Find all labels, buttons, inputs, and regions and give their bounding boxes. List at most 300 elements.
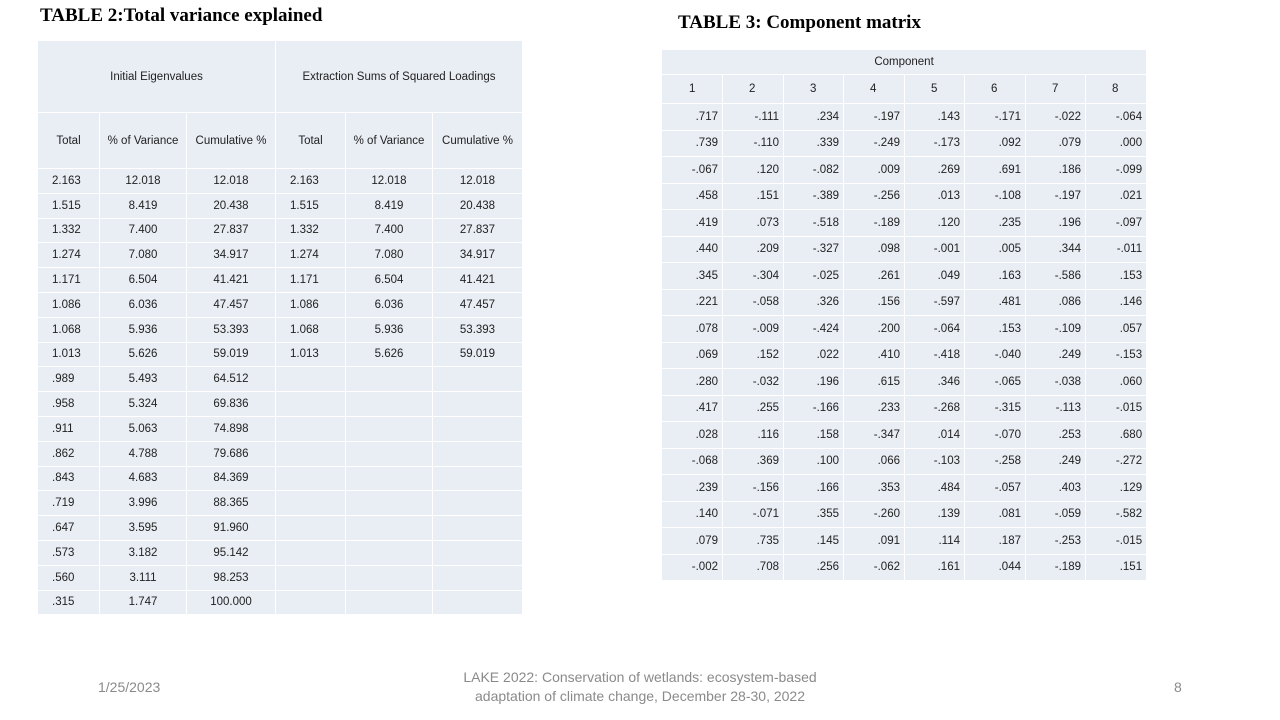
table-cell: 1.515 — [38, 193, 100, 218]
empty-cell — [276, 516, 346, 541]
table-cell: 74.898 — [187, 416, 276, 441]
table-cell: 79.686 — [187, 441, 276, 466]
table-cell: .326 — [784, 289, 844, 316]
table-cell: .647 — [38, 516, 100, 541]
column-header: 4 — [844, 75, 905, 104]
table-cell: .066 — [844, 448, 905, 475]
table-row — [38, 516, 523, 541]
table-cell: 1.274 — [276, 243, 346, 268]
table-cell: .116 — [723, 422, 784, 449]
table-cell: 8.419 — [346, 193, 433, 218]
column-header: 6 — [965, 75, 1026, 104]
table-cell: .114 — [905, 528, 965, 555]
table-cell: 5.493 — [100, 367, 187, 392]
table-row — [662, 369, 1147, 396]
table-cell: .249 — [1026, 448, 1086, 475]
component-header: Component — [662, 50, 1147, 75]
empty-cell — [346, 565, 433, 590]
table-row — [662, 183, 1147, 210]
table-cell: -.038 — [1026, 369, 1086, 396]
table-cell: -.582 — [1086, 501, 1147, 528]
table-cell: 59.019 — [433, 342, 523, 367]
table-cell: 20.438 — [187, 193, 276, 218]
table-cell: .022 — [784, 342, 844, 369]
table-cell: .440 — [662, 236, 723, 263]
table-cell: .139 — [905, 501, 965, 528]
slide-number: 8 — [1174, 679, 1182, 695]
table-cell: .989 — [38, 367, 100, 392]
table-cell: .158 — [784, 422, 844, 449]
table-cell: .739 — [662, 130, 723, 157]
table-row — [38, 367, 523, 392]
table-cell: -.418 — [905, 342, 965, 369]
table-cell: 5.063 — [100, 416, 187, 441]
empty-cell — [433, 416, 523, 441]
table-cell: .120 — [905, 210, 965, 237]
table-cell: 6.504 — [100, 268, 187, 293]
table-cell: .140 — [662, 501, 723, 528]
table-cell: -.082 — [784, 157, 844, 184]
table-cell: .209 — [723, 236, 784, 263]
table-cell: -.059 — [1026, 501, 1086, 528]
footer-date: 1/25/2023 — [98, 679, 161, 695]
table-cell: 1.013 — [276, 342, 346, 367]
table-cell: -.389 — [784, 183, 844, 210]
table-cell: 7.400 — [346, 218, 433, 243]
table-cell: .843 — [38, 466, 100, 491]
table-cell: 64.512 — [187, 367, 276, 392]
extraction-sums-header: Extraction Sums of Squared Loadings — [276, 41, 523, 113]
table-cell: .187 — [965, 528, 1026, 555]
table-cell: -.327 — [784, 236, 844, 263]
column-header: 5 — [905, 75, 965, 104]
table-cell: 4.683 — [100, 466, 187, 491]
footer-caption — [440, 668, 840, 706]
table-row — [38, 317, 523, 342]
table-cell: .344 — [1026, 236, 1086, 263]
table-row — [662, 157, 1147, 184]
table-cell: -.597 — [905, 289, 965, 316]
table-row — [662, 501, 1147, 528]
table-cell: -.070 — [965, 422, 1026, 449]
table-cell: .458 — [662, 183, 723, 210]
table-cell: 41.421 — [187, 268, 276, 293]
table-cell: .615 — [844, 369, 905, 396]
column-header: 2 — [723, 75, 784, 104]
table-cell: -.197 — [844, 104, 905, 131]
table-cell: -.068 — [662, 448, 723, 475]
table-cell: -.256 — [844, 183, 905, 210]
table-row — [38, 590, 523, 615]
empty-cell — [276, 590, 346, 615]
table-cell: -.272 — [1086, 448, 1147, 475]
empty-cell — [276, 367, 346, 392]
table-cell: 1.332 — [276, 218, 346, 243]
table-cell: .098 — [844, 236, 905, 263]
table-cell: .057 — [1086, 316, 1147, 343]
table-cell: .153 — [965, 316, 1026, 343]
column-header: % of Variance — [346, 113, 433, 169]
table-cell: .091 — [844, 528, 905, 555]
table-cell: -.260 — [844, 501, 905, 528]
table-cell: .233 — [844, 395, 905, 422]
table-row — [38, 441, 523, 466]
column-header: % of Variance — [100, 113, 187, 169]
table-cell: 12.018 — [346, 169, 433, 194]
table-cell: -.111 — [723, 104, 784, 131]
table-row — [662, 104, 1147, 131]
table-cell: 3.182 — [100, 540, 187, 565]
table-cell: .280 — [662, 369, 723, 396]
empty-cell — [346, 466, 433, 491]
table-cell: -.071 — [723, 501, 784, 528]
table-cell: .060 — [1086, 369, 1147, 396]
table-cell: .196 — [1026, 210, 1086, 237]
column-header: Cumulative % — [433, 113, 523, 169]
table-cell: .153 — [1086, 263, 1147, 290]
table-cell: .078 — [662, 316, 723, 343]
table-row — [662, 448, 1147, 475]
empty-cell — [346, 367, 433, 392]
table-cell: -.189 — [844, 210, 905, 237]
empty-cell — [276, 540, 346, 565]
table-cell: .143 — [905, 104, 965, 131]
table-row — [662, 316, 1147, 343]
table-cell: .092 — [965, 130, 1026, 157]
table-row — [662, 210, 1147, 237]
empty-cell — [346, 416, 433, 441]
table-cell: -.268 — [905, 395, 965, 422]
table-cell: .013 — [905, 183, 965, 210]
table-cell: .249 — [1026, 342, 1086, 369]
empty-cell — [433, 466, 523, 491]
table-cell: 95.142 — [187, 540, 276, 565]
table-cell: .355 — [784, 501, 844, 528]
table-row — [38, 416, 523, 441]
footer-caption-line-2: adaptation of climate change, December 28-30, 2022 — [475, 688, 805, 704]
table-row — [38, 342, 523, 367]
table-row — [662, 554, 1147, 581]
table-cell: .151 — [1086, 554, 1147, 581]
table-cell: 98.253 — [187, 565, 276, 590]
table-cell: -.249 — [844, 130, 905, 157]
table-cell: .255 — [723, 395, 784, 422]
table-row — [38, 292, 523, 317]
table-cell: -.022 — [1026, 104, 1086, 131]
table-cell: .129 — [1086, 475, 1147, 502]
table-row — [662, 475, 1147, 502]
table-cell: 6.036 — [100, 292, 187, 317]
table-cell: .152 — [723, 342, 784, 369]
table-cell: 5.626 — [100, 342, 187, 367]
table-cell: .417 — [662, 395, 723, 422]
table-cell: -.009 — [723, 316, 784, 343]
empty-cell — [346, 516, 433, 541]
table-cell: -.189 — [1026, 554, 1086, 581]
table-cell: .005 — [965, 236, 1026, 263]
table-cell: -.058 — [723, 289, 784, 316]
table-cell: 1.332 — [38, 218, 100, 243]
table-row — [38, 218, 523, 243]
table-cell: .717 — [662, 104, 723, 131]
table-row — [662, 263, 1147, 290]
table-cell: .239 — [662, 475, 723, 502]
table-cell: .315 — [38, 590, 100, 615]
table-cell: 20.438 — [433, 193, 523, 218]
table-cell: .000 — [1086, 130, 1147, 157]
table-cell: -.032 — [723, 369, 784, 396]
table-cell: 7.080 — [346, 243, 433, 268]
table-cell: 3.595 — [100, 516, 187, 541]
table-row — [662, 395, 1147, 422]
table-cell: .353 — [844, 475, 905, 502]
table-cell: 5.936 — [346, 317, 433, 342]
table-cell: -.097 — [1086, 210, 1147, 237]
variance-table — [37, 40, 523, 615]
table-cell: -.347 — [844, 422, 905, 449]
footer-caption-line-1: LAKE 2022: Conservation of wetlands: ecosystem-based — [463, 669, 817, 685]
empty-cell — [433, 441, 523, 466]
table-cell: -.171 — [965, 104, 1026, 131]
empty-cell — [276, 392, 346, 417]
empty-cell — [276, 565, 346, 590]
table-cell: .573 — [38, 540, 100, 565]
table-cell: .079 — [662, 528, 723, 555]
empty-cell — [433, 590, 523, 615]
table-cell: 34.917 — [433, 243, 523, 268]
empty-cell — [276, 416, 346, 441]
table-cell: .419 — [662, 210, 723, 237]
table-cell: -.011 — [1086, 236, 1147, 263]
table-cell: .958 — [38, 392, 100, 417]
table-cell: .560 — [38, 565, 100, 590]
table-cell: .086 — [1026, 289, 1086, 316]
table-row — [662, 342, 1147, 369]
column-header: Total — [38, 113, 100, 169]
table-cell: -.304 — [723, 263, 784, 290]
table-cell: .221 — [662, 289, 723, 316]
table-row — [662, 528, 1147, 555]
table-cell: .156 — [844, 289, 905, 316]
table-cell: .680 — [1086, 422, 1147, 449]
table-cell: -.258 — [965, 448, 1026, 475]
table-cell: -.099 — [1086, 157, 1147, 184]
column-header: 3 — [784, 75, 844, 104]
table-cell: -.103 — [905, 448, 965, 475]
table-cell: 3.996 — [100, 491, 187, 516]
table-row — [662, 422, 1147, 449]
table-cell: .069 — [662, 342, 723, 369]
table3-title: TABLE 3: Component matrix — [678, 12, 921, 33]
table-cell: .163 — [965, 263, 1026, 290]
table-cell: 91.960 — [187, 516, 276, 541]
table-cell: -.253 — [1026, 528, 1086, 555]
table-cell: 47.457 — [187, 292, 276, 317]
table-cell: .021 — [1086, 183, 1147, 210]
column-header: Total — [276, 113, 346, 169]
table-cell: .862 — [38, 441, 100, 466]
table-cell: .484 — [905, 475, 965, 502]
table-cell: 3.111 — [100, 565, 187, 590]
table-cell: -.001 — [905, 236, 965, 263]
initial-eigenvalues-header: Initial Eigenvalues — [38, 41, 276, 113]
table-cell: 59.019 — [187, 342, 276, 367]
table-cell: -.113 — [1026, 395, 1086, 422]
empty-cell — [346, 441, 433, 466]
empty-cell — [346, 590, 433, 615]
empty-cell — [346, 491, 433, 516]
table-cell: 1.068 — [38, 317, 100, 342]
table-cell: .100 — [784, 448, 844, 475]
table-cell: 84.369 — [187, 466, 276, 491]
table-cell: .911 — [38, 416, 100, 441]
table-cell: -.197 — [1026, 183, 1086, 210]
table-cell: .235 — [965, 210, 1026, 237]
table-cell: -.040 — [965, 342, 1026, 369]
table-cell: 1.747 — [100, 590, 187, 615]
column-header: 7 — [1026, 75, 1086, 104]
table-cell: .345 — [662, 263, 723, 290]
table-cell: 6.504 — [346, 268, 433, 293]
table-cell: .369 — [723, 448, 784, 475]
table-cell: .166 — [784, 475, 844, 502]
table-row — [662, 289, 1147, 316]
table-cell: 47.457 — [433, 292, 523, 317]
table-cell: -.065 — [965, 369, 1026, 396]
table-cell: .196 — [784, 369, 844, 396]
empty-cell — [276, 441, 346, 466]
table-cell: .708 — [723, 554, 784, 581]
table-cell: 1.013 — [38, 342, 100, 367]
table-cell: .151 — [723, 183, 784, 210]
table-cell: -.064 — [905, 316, 965, 343]
table-cell: 7.080 — [100, 243, 187, 268]
component-matrix-table — [661, 49, 1147, 581]
table-cell: 7.400 — [100, 218, 187, 243]
table-cell: .346 — [905, 369, 965, 396]
table-cell: -.110 — [723, 130, 784, 157]
table-cell: .161 — [905, 554, 965, 581]
table-cell: .256 — [784, 554, 844, 581]
table-cell: 27.837 — [187, 218, 276, 243]
table-cell: -.166 — [784, 395, 844, 422]
table-cell: 1.171 — [276, 268, 346, 293]
table-cell: .028 — [662, 422, 723, 449]
table-cell: .410 — [844, 342, 905, 369]
table-cell: 5.324 — [100, 392, 187, 417]
empty-cell — [346, 392, 433, 417]
table-cell: 1.086 — [276, 292, 346, 317]
table-cell: 88.365 — [187, 491, 276, 516]
table-cell: 34.917 — [187, 243, 276, 268]
table-cell: 1.086 — [38, 292, 100, 317]
table-cell: .261 — [844, 263, 905, 290]
table-cell: .044 — [965, 554, 1026, 581]
table-row — [38, 491, 523, 516]
table-cell: -.109 — [1026, 316, 1086, 343]
table-cell: 8.419 — [100, 193, 187, 218]
column-header: 8 — [1086, 75, 1147, 104]
table-row — [38, 243, 523, 268]
table-cell: .081 — [965, 501, 1026, 528]
table-cell: .339 — [784, 130, 844, 157]
table-cell: 41.421 — [433, 268, 523, 293]
table-cell: .079 — [1026, 130, 1086, 157]
table-cell: 12.018 — [100, 169, 187, 194]
empty-cell — [433, 367, 523, 392]
table-cell: .481 — [965, 289, 1026, 316]
empty-cell — [433, 491, 523, 516]
table-cell: -.156 — [723, 475, 784, 502]
table-row — [38, 392, 523, 417]
table-row — [38, 193, 523, 218]
table-cell: -.062 — [844, 554, 905, 581]
table-cell: .269 — [905, 157, 965, 184]
column-header: Cumulative % — [187, 113, 276, 169]
empty-cell — [276, 491, 346, 516]
table-cell: 1.515 — [276, 193, 346, 218]
table-cell: 100.000 — [187, 590, 276, 615]
table-cell: 69.836 — [187, 392, 276, 417]
table-cell: .200 — [844, 316, 905, 343]
table-cell: .049 — [905, 263, 965, 290]
table-row — [38, 540, 523, 565]
table-cell: 27.837 — [433, 218, 523, 243]
empty-cell — [433, 392, 523, 417]
table-cell: -.518 — [784, 210, 844, 237]
empty-cell — [433, 565, 523, 590]
table-cell: -.586 — [1026, 263, 1086, 290]
table-cell: -.057 — [965, 475, 1026, 502]
table-cell: 1.068 — [276, 317, 346, 342]
table-cell: .073 — [723, 210, 784, 237]
table-cell: 2.163 — [38, 169, 100, 194]
table-row — [38, 466, 523, 491]
table-cell: 4.788 — [100, 441, 187, 466]
table-row — [38, 268, 523, 293]
table-cell: .719 — [38, 491, 100, 516]
table-cell: -.173 — [905, 130, 965, 157]
empty-cell — [433, 540, 523, 565]
table-row — [662, 130, 1147, 157]
table-cell: .253 — [1026, 422, 1086, 449]
table-cell: -.015 — [1086, 395, 1147, 422]
table-cell: .234 — [784, 104, 844, 131]
table-cell: -.424 — [784, 316, 844, 343]
table-cell: 1.171 — [38, 268, 100, 293]
table-cell: 6.036 — [346, 292, 433, 317]
table-cell: .403 — [1026, 475, 1086, 502]
table-cell: 12.018 — [433, 169, 523, 194]
table-cell: .145 — [784, 528, 844, 555]
table-cell: .120 — [723, 157, 784, 184]
table-cell: .009 — [844, 157, 905, 184]
table-cell: .691 — [965, 157, 1026, 184]
table-cell: .186 — [1026, 157, 1086, 184]
table-cell: .735 — [723, 528, 784, 555]
table-cell: 1.274 — [38, 243, 100, 268]
table-row — [38, 169, 523, 194]
table-cell: -.153 — [1086, 342, 1147, 369]
table-cell: .014 — [905, 422, 965, 449]
table-cell: 12.018 — [187, 169, 276, 194]
table-cell: 5.626 — [346, 342, 433, 367]
table-cell: -.108 — [965, 183, 1026, 210]
table-cell: -.064 — [1086, 104, 1147, 131]
empty-cell — [346, 540, 433, 565]
table-cell: .146 — [1086, 289, 1147, 316]
table-row — [662, 236, 1147, 263]
